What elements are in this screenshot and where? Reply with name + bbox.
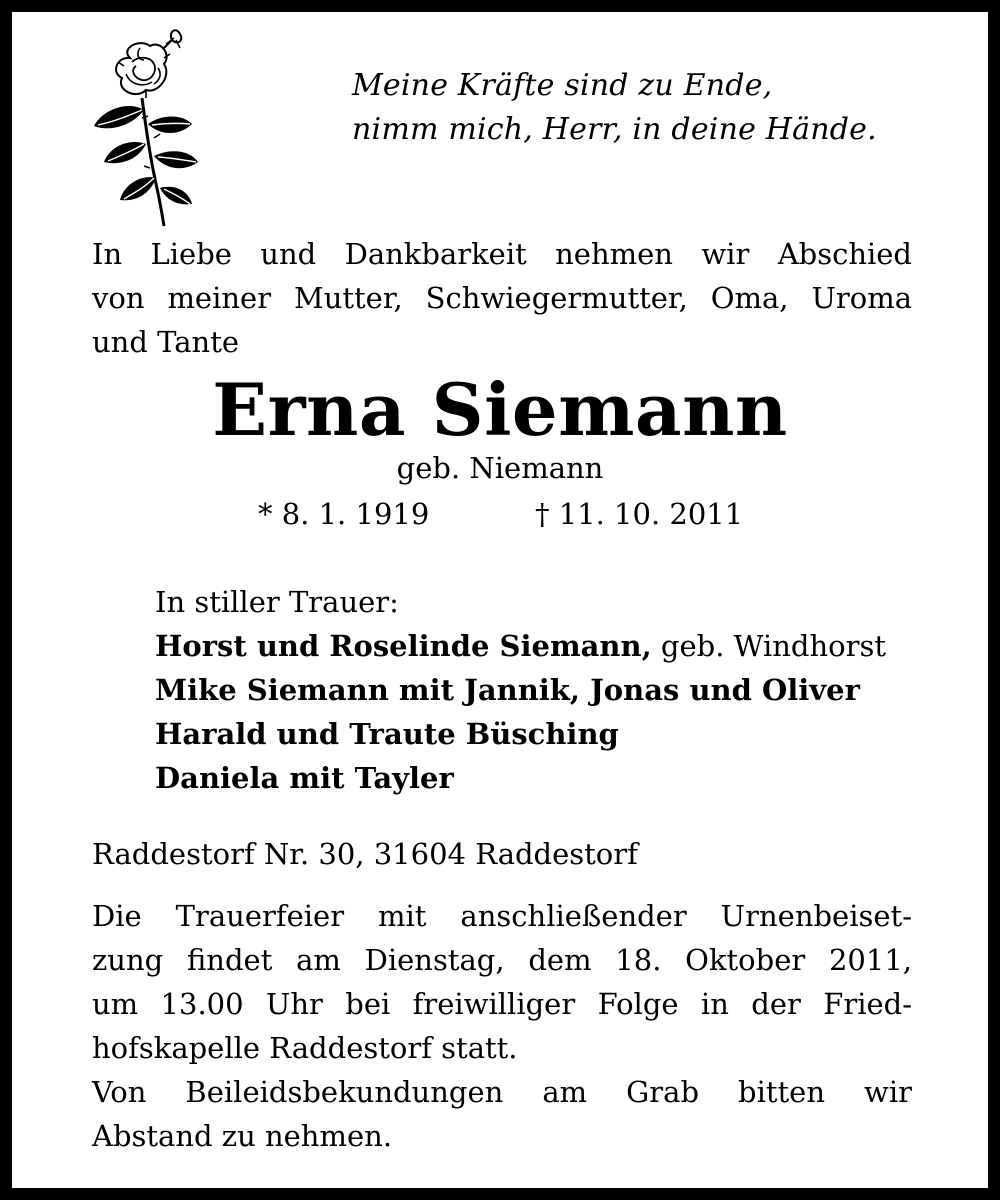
intro-text <box>92 232 912 364</box>
mourner-line: Daniela mit Tayler <box>155 761 454 795</box>
intro-line: und Tante <box>92 325 240 359</box>
deceased-name: Erna Siemann <box>212 367 788 452</box>
ceremony-line: Von Beileidsbekundungen am Grab bitten wir <box>92 1075 912 1109</box>
ceremony-line: um 13.00 Uhr bei freiwilliger Folge in der Fried- <box>92 987 912 1021</box>
maiden-name: geb. Niemann <box>396 451 604 485</box>
ceremony-line: Abstand zu nehmen. <box>92 1119 393 1153</box>
ceremony-line: Die Trauerfeier mit anschließender Urnenbeiset- <box>92 899 912 933</box>
mourner-line: Harald und Traute Büsching <box>155 717 619 751</box>
mourner-note: geb. Windhorst <box>651 629 886 663</box>
intro-line: von meiner Mutter, Schwiegermutter, Oma, Uroma <box>92 281 912 315</box>
mourners-list <box>155 580 915 800</box>
mourner-name: Horst und Roselinde Siemann, <box>155 629 652 663</box>
intro-line: In Liebe und Dankbarkeit nehmen wir Abschied <box>92 237 912 271</box>
death-date: † 11. 10. 2011 <box>535 497 744 531</box>
mourner-line <box>155 624 915 668</box>
address: Raddestorf Nr. 30, 31604 Raddestorf <box>92 837 638 871</box>
mourner-line: Mike Siemann mit Jannik, Jonas und Oliver <box>155 673 860 707</box>
ceremony-info <box>92 894 912 1158</box>
motto-line: Meine Kräfte sind zu Ende, <box>352 68 773 103</box>
motto-verse <box>352 64 877 152</box>
birth-date: * 8. 1. 1919 <box>258 497 430 531</box>
ceremony-line: zung findet am Dienstag, dem 18. Oktober 2011, <box>92 943 912 977</box>
ceremony-line: hofskapelle Raddestorf statt. <box>92 1031 518 1065</box>
rose-icon <box>80 28 210 228</box>
mourners-heading: In stiller Trauer: <box>155 585 399 619</box>
motto-line: nimm mich, Herr, in deine Hände. <box>352 112 877 147</box>
